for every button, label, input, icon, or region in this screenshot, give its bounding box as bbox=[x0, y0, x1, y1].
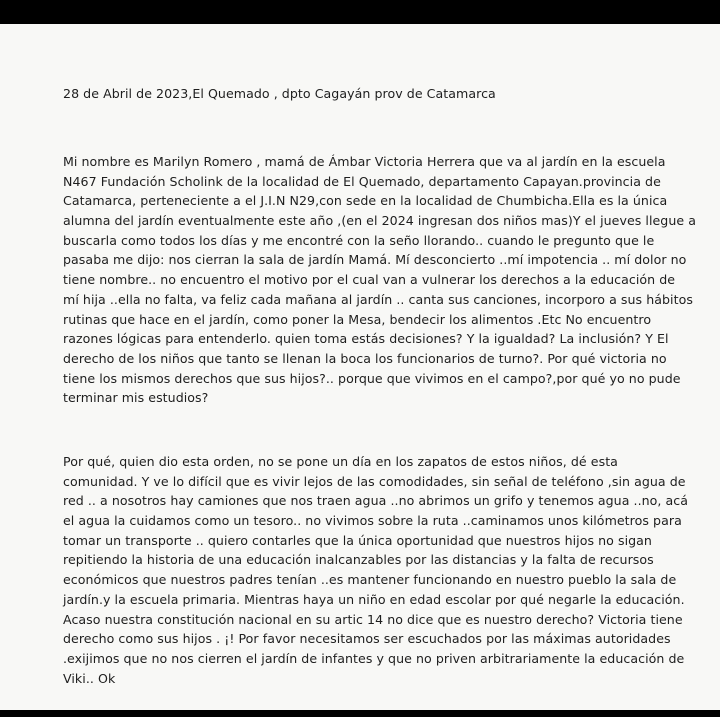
text-line: Catamarca, perteneciente a el J.I.N N29,con sede en la localidad de Chumbicha.Ella es la única bbox=[63, 193, 668, 209]
text-line: tiene nombre.. no encuentro el motivo por el cual van a vulnerar los derechos a la educación de bbox=[63, 272, 676, 288]
text-line: derecho de los niños que tanto se llenan la boca los funcionarios de turno?. Por qué victoria no bbox=[63, 350, 667, 366]
text-line: Acaso nuestra constitución nacional en su artic 14 no dice que es nuestro derecho? Victoria tiene bbox=[63, 611, 683, 627]
text-line: económicos que nuestros padres tenían ..es mantener funcionando en nuestro pueblo la sala de bbox=[63, 572, 677, 588]
text-line: red .. a nosotros hay camiones que nos traen agua ..no abrimos un grifo y tenemos agua ..no, acá bbox=[63, 493, 689, 509]
text-line: pasaba me dijo: nos cierran la sala de jardín Mamá. Mí desconcierto ..mí impotencia .. mí dolor no bbox=[63, 252, 687, 268]
text-line: Mi nombre es Marilyn Romero , mamá de Ámbar Victoria Herrera que va al jardín en la escuela bbox=[63, 154, 666, 169]
text-line: N467 Fundación Scholink de la localidad de El Quemado, departamento Capayan.provincia de bbox=[63, 173, 661, 189]
text-line: alumna del jardín eventualmente este año ,(en el 2024 ingresan dos niños mas)Y el jueves llegue a bbox=[63, 213, 696, 229]
text-line: Por qué, quien dio esta orden, no se pone un día en los zapatos de estos niños, dé esta bbox=[63, 454, 618, 469]
text-line: repitiendo la historia de una educación inalcanzables por las distancias y la falta de recursos bbox=[63, 552, 654, 568]
text-line: Viki.. Ok bbox=[63, 670, 116, 686]
text-line: mí hija ..ella no falta, va feliz cada mañana al jardín .. canta sus canciones, incorporo a sus hábitos bbox=[63, 291, 693, 307]
paragraph-2 bbox=[63, 452, 703, 688]
text-line: el agua la cuidamos como un tesoro.. no vivimos sobre la ruta ..caminamos unos kilómetros para bbox=[63, 513, 682, 529]
text-line: derecho como sus hijos . ¡! Por favor necesitamos ser escuchados por las máximas autoridades bbox=[63, 631, 671, 647]
date-location-line: 28 de Abril de 2023,El Quemado , dpto Cagayán prov de Catamarca bbox=[63, 86, 496, 101]
text-line: tiene los mismos derechos que sus hijos?.. porque que vivimos en el campo?,por qué yo no pude bbox=[63, 370, 681, 386]
text-line: rutinas que hace en el jardín, como poner la Mesa, bendecir los alimentos .Etc No encuentro bbox=[63, 311, 652, 327]
paragraph-1 bbox=[63, 152, 703, 408]
text-line: .exijimos que no nos cierren el jardín de infantes y que no priven arbitrariamente la educación de bbox=[63, 650, 685, 666]
text-line: terminar mis estudios? bbox=[63, 390, 209, 406]
text-line: jardín.y la escuela primaria. Mientras haya un niño en edad escolar por qué negarle la educación. bbox=[63, 591, 685, 607]
letter-page bbox=[0, 24, 720, 710]
text-line: comunidad. Y ve lo difícil que es vivir lejos de las comodidades, sin señal de teléfono ,sin agua de bbox=[63, 473, 686, 489]
text-line: razones lógicas para entenderlo. quien toma estás decisiones? Y la igualdad? La inclusión? Y El bbox=[63, 331, 669, 347]
text-line: tomar un transporte .. quiero contarles que la única oportunidad que nuestros hijos no sigan bbox=[63, 532, 652, 548]
text-line: buscarla como todos los días y me encontré con la seño llorando.. cuando le pregunto que le bbox=[63, 232, 655, 248]
